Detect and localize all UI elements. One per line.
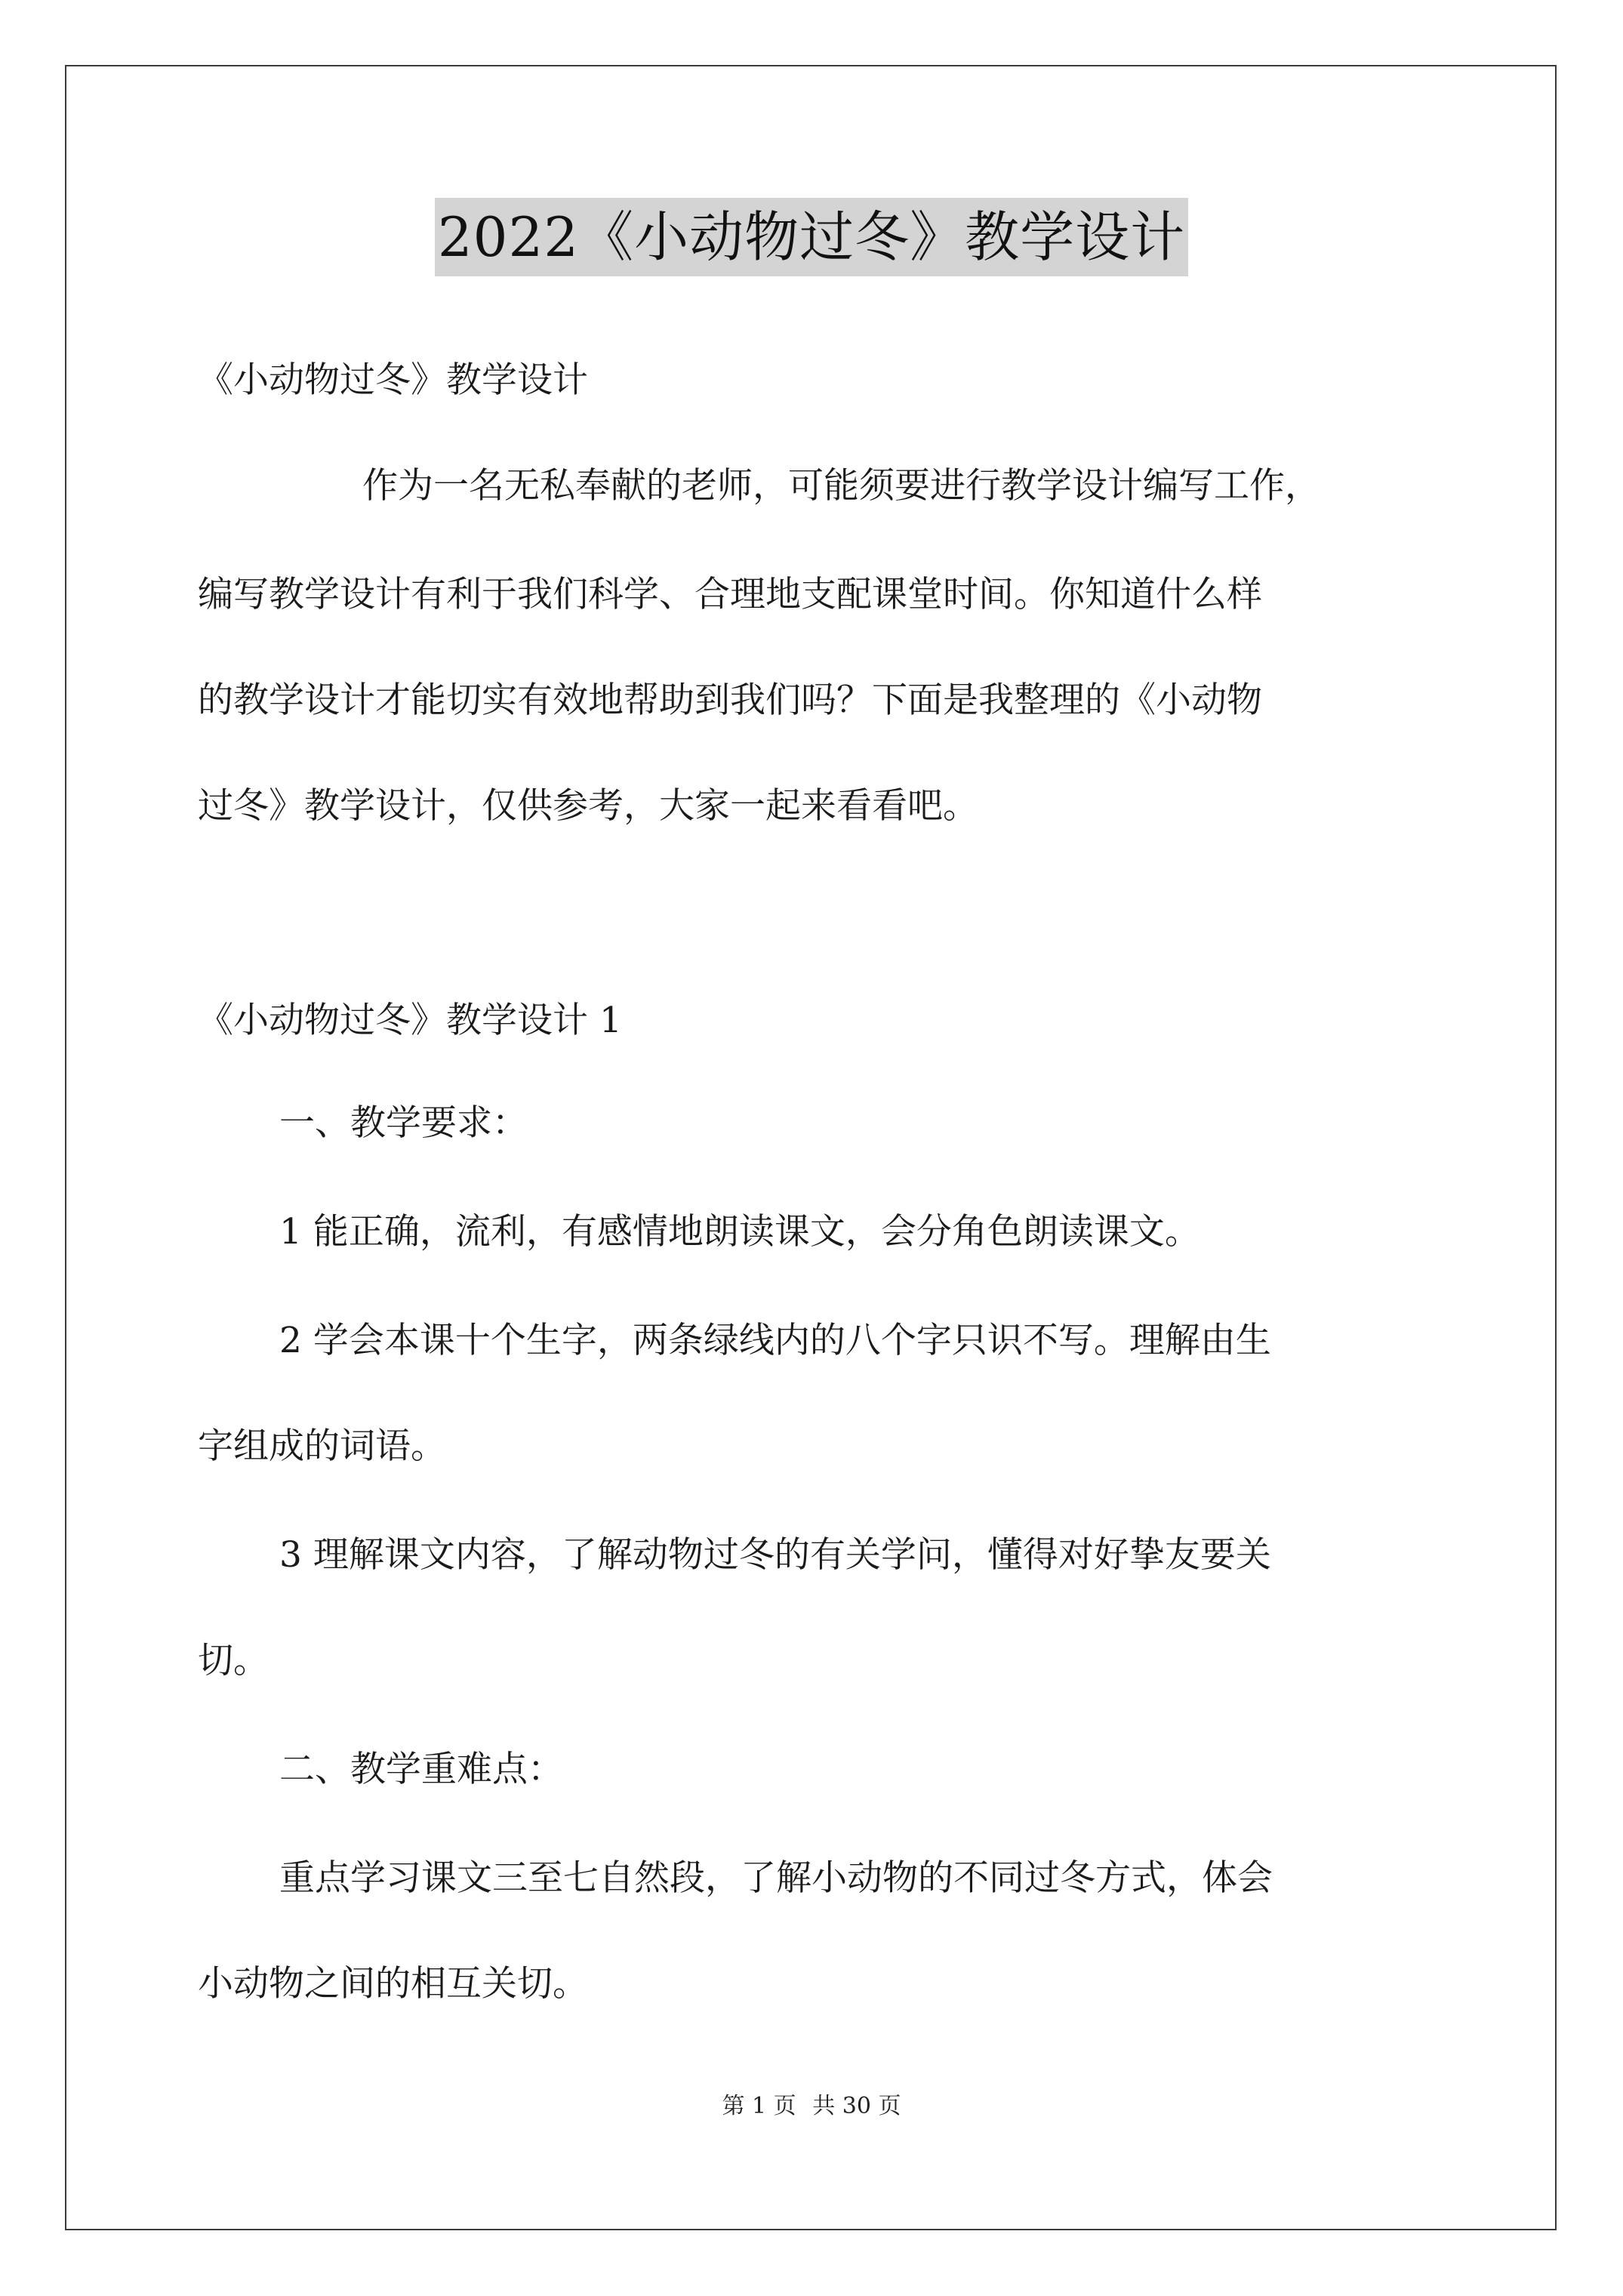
- requirement-2-line-2: 字组成的词语。: [198, 1425, 446, 1467]
- requirement-1: 1 能正确，流利，有感情地朗读课文，会分角色朗读课文。: [279, 1211, 1200, 1253]
- intro-line-4: 过冬》教学设计，仅供参考，大家一起来看看吧。: [198, 785, 978, 827]
- page-total: 共 30 页: [812, 2093, 901, 2119]
- key-points-line-1: 重点学习课文三至七自然段，了解小动物的不同过冬方式，体会: [279, 1857, 1273, 1899]
- section-heading: 《小动物过冬》教学设计 1: [198, 1000, 622, 1041]
- page-number: 第 1 页: [722, 2093, 796, 2119]
- subtitle: 《小动物过冬》教学设计: [198, 359, 588, 401]
- requirement-2-line-1: 2 学会本课十个生字，两条绿线内的八个字只识不写。理解由生: [279, 1320, 1271, 1361]
- requirement-3-line-2: 切。: [198, 1640, 269, 1681]
- key-points-line-2: 小动物之间的相互关切。: [198, 1963, 588, 2005]
- document-title: 2022《小动物过冬》教学设计: [435, 198, 1188, 276]
- key-points-heading: 二、教学重难点：: [279, 1749, 563, 1790]
- requirements-heading: 一、教学要求：: [279, 1102, 528, 1144]
- intro-line-1: 作为一名无私奉献的老师，可能须要进行教学设计编写工作，: [362, 465, 1320, 507]
- requirement-3-line-1: 3 理解课文内容，了解动物过冬的有关学问，懂得对好挚友要关: [279, 1534, 1271, 1576]
- page-footer: [0, 2091, 1623, 2122]
- intro-line-3: 的教学设计才能切实有效地帮助到我们吗？下面是我整理的《小动物: [198, 680, 1262, 721]
- title-container: [0, 198, 1623, 276]
- intro-line-2: 编写教学设计有利于我们科学、合理地支配课堂时间。你知道什么样: [198, 574, 1262, 615]
